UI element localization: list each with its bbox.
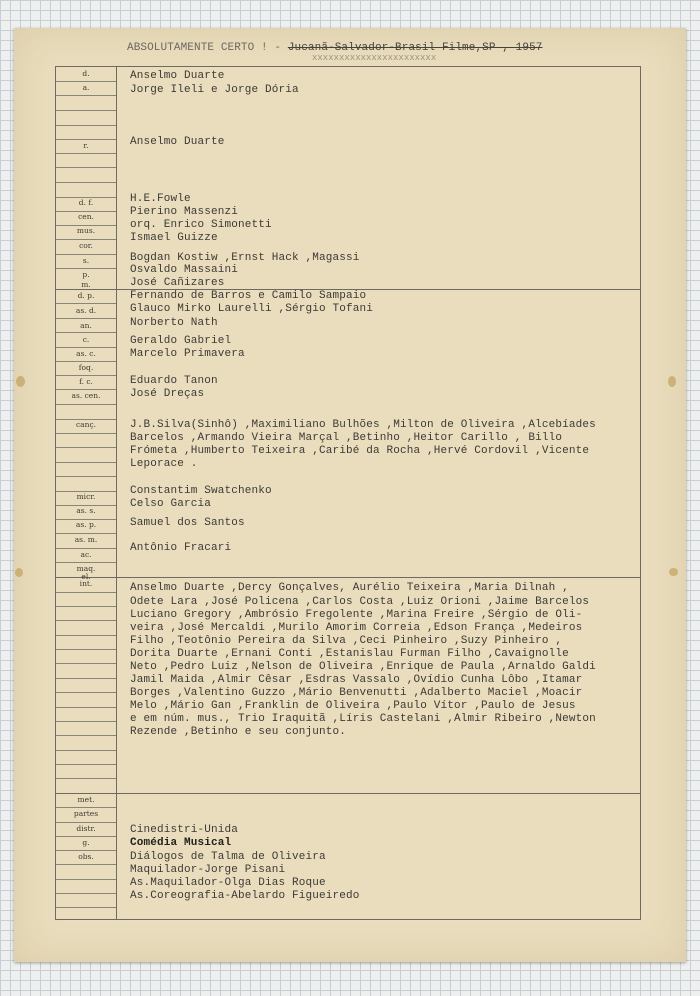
- label-ascen: as. cen.: [71, 391, 101, 400]
- label-asm: as. m.: [74, 535, 98, 544]
- label-maq: maq.: [76, 564, 96, 573]
- entry-interpretes-line: Borges ,Valentino Guzzo ,Mário Benvenutti ,Adalberto Maciel ,Moacir: [130, 687, 583, 699]
- production-company: Jucanã-Salvador-Brasil Filme,SP , 1957: [287, 42, 543, 54]
- label-a: a.: [82, 83, 90, 92]
- label-df: d. f.: [78, 198, 94, 207]
- entry-anotacao: Norberto Nath: [130, 317, 218, 329]
- entry-cancoes-line: Barcelos ,Armando Vieira Marçal ,Betinho ,Heitor Carillo , Billo: [130, 432, 563, 444]
- entry-obs-line: As.Maquilador-Olga Dias Roque: [130, 877, 326, 889]
- entry-interpretes-line: veira ,José Mercaldi ,Murilo Amorim Correia ,Edson França ,Medeiros: [130, 622, 583, 634]
- entry-dir-producao: Fernando de Barros e Camilo Sampaio: [130, 290, 367, 302]
- label-canc: canç.: [75, 420, 97, 429]
- label-partes: partes: [73, 809, 99, 818]
- header-prefix: ABSOLUTAMENTE CERTO ! -: [127, 42, 282, 54]
- entry-cancoes-line: Frómeta ,Humberto Teixeira ,Caribé da Rocha ,Hervé Cordovil ,Vicente: [130, 445, 590, 457]
- entry-aderecos: Antônio Fracari: [130, 542, 232, 554]
- label-d: d.: [82, 69, 90, 78]
- entry-foto-cena: Eduardo Tanon: [130, 375, 218, 387]
- entry-argumento: Jorge Ileli e Jorge Dória: [130, 84, 299, 96]
- entry-direcao: Anselmo Duarte: [130, 70, 225, 82]
- entry-interpretes-line: Odete Lara ,José Policena ,Carlos Costa ,Luiz Orioni ,Jaime Barcelos: [130, 596, 590, 608]
- label-p: p.: [82, 270, 90, 279]
- entry-assist-producao: Samuel dos Santos: [130, 517, 245, 529]
- label-s: s.: [82, 256, 90, 265]
- entry-assist-direcao: Glauco Mirko Laurelli ,Sérgio Tofani: [130, 303, 374, 315]
- label-int: int.: [79, 579, 93, 588]
- catalog-card: [14, 28, 686, 962]
- label-asp: as. p.: [75, 520, 97, 529]
- entry-cancoes-line: J.B.Silva(Sinhô) ,Maximiliano Bulhões ,Milton de Oliveira ,Alcebíades: [130, 419, 596, 431]
- entry-interpretes-line: Melo ,Mário Gan ,Franklin de Oliveira ,Paulo Vítor ,Paulo de Jesus: [130, 700, 576, 712]
- label-cen: cen.: [78, 212, 94, 221]
- entry-assist-som: Celso Garcia: [130, 498, 212, 510]
- foxing-spot: [15, 568, 23, 577]
- foxing-spot: [669, 568, 678, 576]
- label-met: met.: [77, 795, 95, 804]
- label-asc: as. c.: [76, 349, 96, 358]
- label-dp: d. p.: [77, 291, 95, 300]
- label-r: r.: [83, 141, 89, 150]
- entry-interpretes-line: e em núm. mus., Trio Iraquitã ,Líris Castelani ,Almir Ribeiro ,Newton: [130, 713, 596, 725]
- entry-interpretes-line: Jamil Maida ,Almir Cêsar ,Esdras Vassalo ,Ovídio Cunha Lôbo ,Itamar: [130, 674, 583, 686]
- entry-microfone: Constantim Swatchenko: [130, 485, 272, 497]
- label-g: g.: [82, 838, 90, 847]
- label-asd: as. d.: [75, 306, 97, 315]
- entry-cenografia: Pierino Massenzi: [130, 206, 239, 218]
- entry-camera: Geraldo Gabriel: [130, 335, 232, 347]
- entry-obs-line: Diálogos de Talma de Oliveira: [130, 851, 326, 863]
- label-c: c.: [82, 335, 90, 344]
- foxing-spot: [16, 376, 25, 387]
- entry-distribuicao: Cinedistri-Unida: [130, 824, 239, 836]
- entry-obs-line: As.Coreografia-Abelardo Figueiredo: [130, 890, 360, 902]
- entry-cor: Ismael Guizze: [130, 232, 218, 244]
- label-foq: foq.: [78, 363, 94, 372]
- entry-obs-line: Maquilador-Jorge Pisani: [130, 864, 286, 876]
- entry-interpretes-line: Dorita Duarte ,Ernani Conti ,Estanislau Furman Filho ,Cavaignolle: [130, 648, 569, 660]
- label-obs: obs.: [78, 852, 94, 861]
- label-column-divider: [116, 67, 117, 919]
- label-ac: ac.: [80, 550, 92, 559]
- entry-producao: Osvaldo Massaini: [130, 264, 239, 276]
- entry-assist-cenografia: José Dreças: [130, 388, 205, 400]
- label-fc: f. c.: [79, 377, 93, 386]
- entry-assist-camera: Marcelo Primavera: [130, 348, 245, 360]
- entry-interpretes-line: Anselmo Duarte ,Dercy Gonçalves, Aurélio Teixeira ,Maria Dilnah ,: [130, 582, 569, 594]
- entry-cancoes-line: Leporace .: [130, 458, 198, 470]
- card-header: [127, 42, 542, 54]
- struck-text: xxxxxxxxxxxxxxxxxxxxxxx: [312, 55, 437, 61]
- entry-som: Bogdan Kostiw ,Ernst Hack ,Magassi: [130, 252, 360, 264]
- foxing-spot: [668, 376, 676, 387]
- label-cor: cor.: [79, 241, 93, 250]
- entry-fotografia: H.E.Fowle: [130, 193, 191, 205]
- entry-musica: orq. Enrico Simonetti: [130, 219, 272, 231]
- entry-roteiro: Anselmo Duarte: [130, 136, 225, 148]
- label-el: el.: [81, 572, 91, 581]
- entry-interpretes-line: Neto ,Pedro Luiz ,Nelson de Oliveira ,Enrique de Paula ,Arnaldo Galdi: [130, 661, 596, 673]
- label-distr: distr.: [76, 824, 96, 833]
- entry-genero: Comédia Musical: [130, 837, 232, 849]
- entry-montagem: José Cañizares: [130, 277, 225, 289]
- label-ass: as. s.: [76, 506, 96, 515]
- label-an: an.: [80, 321, 92, 330]
- label-m: m.: [81, 280, 91, 289]
- entry-interpretes-line: Filho ,Teotônio Pereira da Silva ,Ceci Pinheiro ,Suzy Pinheiro ,: [130, 635, 563, 647]
- entry-interpretes-line: Rezende ,Betinho e seu conjunto.: [130, 726, 347, 738]
- entry-interpretes-line: Luciano Gregory ,Ambrósio Fregolente ,Marina Freire ,Sérgio de Oli-: [130, 609, 583, 621]
- label-micr: micr.: [76, 492, 96, 501]
- label-mus: mus.: [76, 226, 96, 235]
